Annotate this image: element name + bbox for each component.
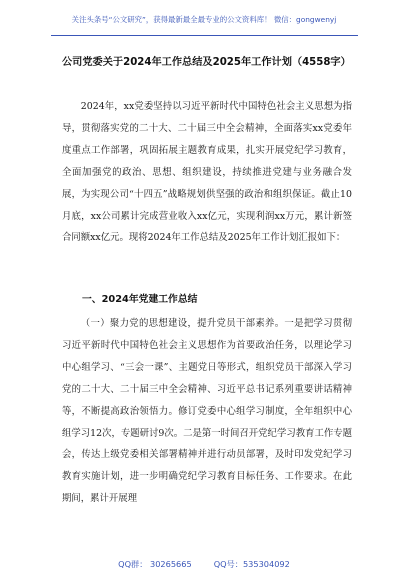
- header-promo-note: 关注头条号“公文研究”，获得最新最全最专业的公文资料库！ 微信：gongwenyj: [71, 15, 337, 24]
- footer-qq-group: QQ群： 30265665: [118, 559, 192, 569]
- footer-qq-number: QQ号：535304092: [213, 559, 290, 569]
- section-paragraph: （一）聚力党的思想建设，提升党员干部素养。一是把学习贯彻习近平新时代中国特色社会主义思想作为首要政治任务，以理论学习中心组学习、“三会一课”、主题党日等形式，组织党员干部深入学习党的二十大、二十届三中全会精神、习近平总书记系列重要讲话精神等，不断提高政治领悟力。修订党委中心组学习制度，全年组织中心组学习12次，专题研讨9次。二是第一时间召开党纪学习教育工作专题会，传达上级党委相关部署精神并进行动员部署，及时印发党纪学习教育实施计划，进一步明确党纪学习教育目标任务、工作要求。在此期间，累计开展理: [62, 318, 352, 505]
- header-divider: [51, 35, 358, 36]
- document-title: 公司党委关于2024年工作总结及2025年工作计划（4558字）: [62, 57, 351, 68]
- footer-contact: [0, 559, 408, 570]
- section-heading: 一、2024年党建工作总结: [82, 294, 198, 305]
- intro-paragraph: 2024年，xx党委坚持以习近平新时代中国特色社会主义思想为指导，贯彻落实党的二十大、二十届三中全会精神，全面落实xx党委年度重点工作部署，巩固拓展主题教育成果，扎实开展党纪学习教育，全面加强党的政治、思想、组织建设，持续推进党建与业务融合发展，为实现公司“十四五”战略规划供坚强的政治和组织保证。截止10月底，xx公司累计完成营业收入xx亿元，实现利润xx万元，累计新签合同额xx亿元。现将2024年工作总结及2025年工作计划汇报如下：: [62, 101, 352, 244]
